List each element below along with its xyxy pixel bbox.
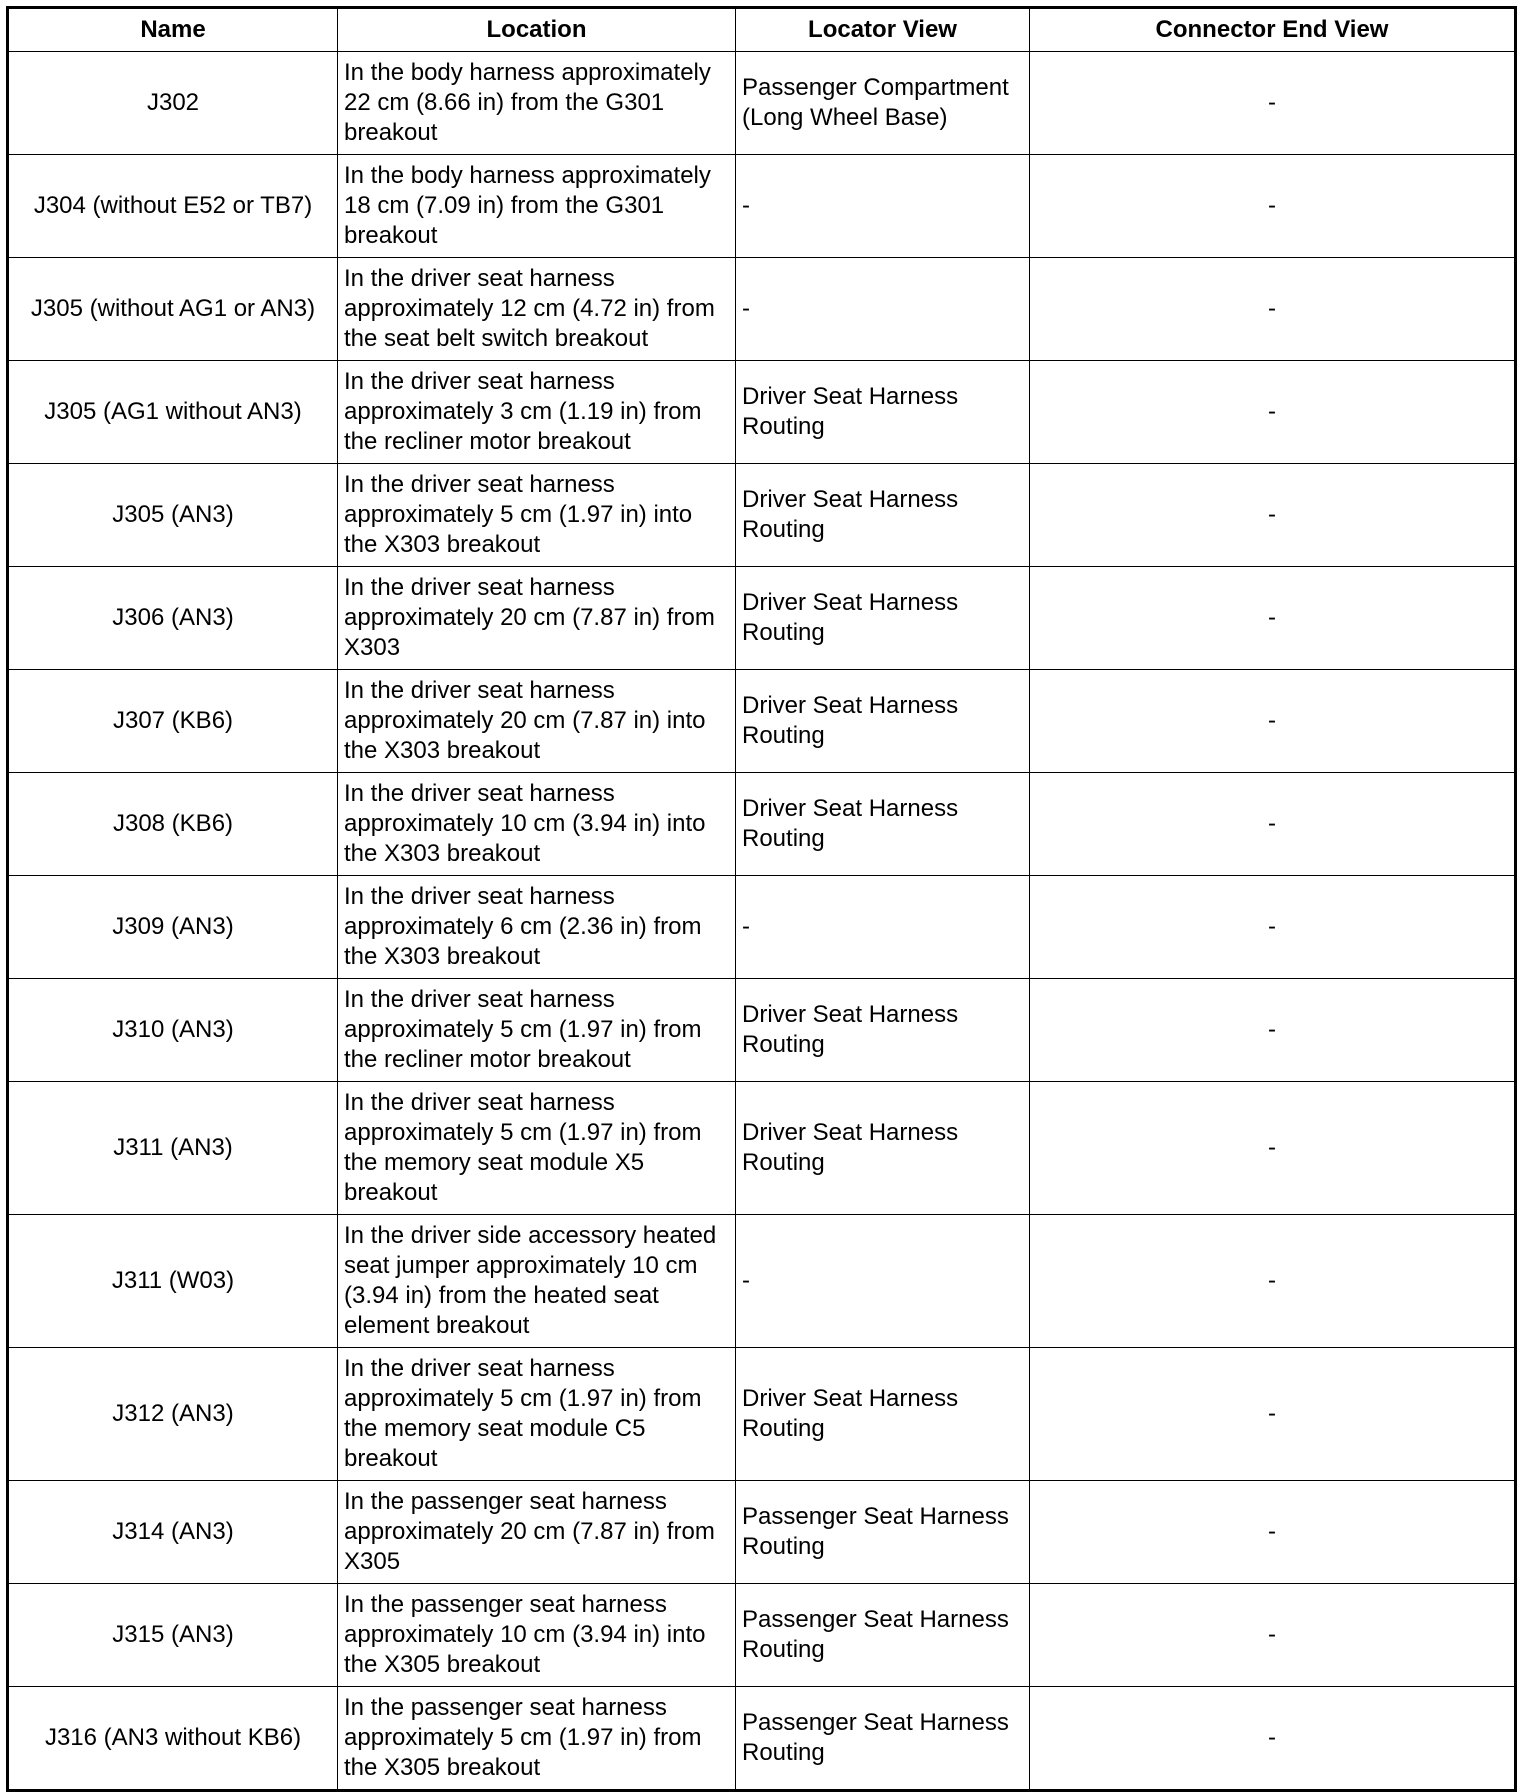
connector-end-view-cell: - (1030, 670, 1516, 773)
table-row (8, 567, 1516, 670)
table-row (8, 979, 1516, 1082)
locator-view-cell: Driver Seat Harness Routing (736, 1348, 1030, 1481)
header-locator-view: Locator View (736, 8, 1030, 52)
connector-end-view-cell: - (1030, 1348, 1516, 1481)
location-cell: In the driver seat harness approximately 5 cm (1.97 in) from the memory seat module C5 breakout (338, 1348, 736, 1481)
name-cell: J311 (AN3) (8, 1082, 338, 1215)
table-row (8, 876, 1516, 979)
connector-end-view-cell: - (1030, 52, 1516, 155)
table-row (8, 1348, 1516, 1481)
table-row (8, 155, 1516, 258)
locator-view-cell: - (736, 155, 1030, 258)
location-cell: In the driver seat harness approximately 5 cm (1.97 in) into the X303 breakout (338, 464, 736, 567)
table-row (8, 1687, 1516, 1791)
connector-end-view-cell: - (1030, 876, 1516, 979)
locator-view-cell: Passenger Seat Harness Routing (736, 1584, 1030, 1687)
location-cell: In the driver seat harness approximately 20 cm (7.87 in) from X303 (338, 567, 736, 670)
name-cell: J305 (AG1 without AN3) (8, 361, 338, 464)
table-row (8, 1584, 1516, 1687)
location-cell: In the driver seat harness approximately 20 cm (7.87 in) into the X303 breakout (338, 670, 736, 773)
table-row (8, 464, 1516, 567)
connector-end-view-cell: - (1030, 979, 1516, 1082)
table-row (8, 52, 1516, 155)
table-row (8, 773, 1516, 876)
name-cell: J302 (8, 52, 338, 155)
header-name: Name (8, 8, 338, 52)
location-cell: In the passenger seat harness approximately 20 cm (7.87 in) from X305 (338, 1481, 736, 1584)
header-location: Location (338, 8, 736, 52)
location-cell: In the driver seat harness approximately 6 cm (2.36 in) from the X303 breakout (338, 876, 736, 979)
location-cell: In the driver side accessory heated seat jumper approximately 10 cm (3.94 in) from the heated seat element breakout (338, 1215, 736, 1348)
name-cell: J307 (KB6) (8, 670, 338, 773)
name-cell: J306 (AN3) (8, 567, 338, 670)
connector-end-view-cell: - (1030, 361, 1516, 464)
connector-end-view-cell: - (1030, 773, 1516, 876)
document-page (6, 6, 1514, 1792)
name-cell: J316 (AN3 without KB6) (8, 1687, 338, 1791)
locator-view-cell: Driver Seat Harness Routing (736, 1082, 1030, 1215)
location-cell: In the passenger seat harness approximately 10 cm (3.94 in) into the X305 breakout (338, 1584, 736, 1687)
locator-view-cell: Driver Seat Harness Routing (736, 979, 1030, 1082)
connector-end-view-cell: - (1030, 1082, 1516, 1215)
location-cell: In the driver seat harness approximately 5 cm (1.97 in) from the recliner motor breakout (338, 979, 736, 1082)
name-cell: J310 (AN3) (8, 979, 338, 1082)
table-row (8, 1215, 1516, 1348)
locator-view-cell: Driver Seat Harness Routing (736, 464, 1030, 567)
name-cell: J309 (AN3) (8, 876, 338, 979)
locator-view-cell: Driver Seat Harness Routing (736, 670, 1030, 773)
location-cell: In the driver seat harness approximately 3 cm (1.19 in) from the recliner motor breakout (338, 361, 736, 464)
locator-view-cell: Passenger Seat Harness Routing (736, 1687, 1030, 1791)
location-cell: In the body harness approximately 18 cm (7.09 in) from the G301 breakout (338, 155, 736, 258)
connector-end-view-cell: - (1030, 1584, 1516, 1687)
connector-end-view-cell: - (1030, 1215, 1516, 1348)
name-cell: J314 (AN3) (8, 1481, 338, 1584)
name-cell: J308 (KB6) (8, 773, 338, 876)
connector-end-view-cell: - (1030, 258, 1516, 361)
connector-end-view-cell: - (1030, 567, 1516, 670)
table-header-row (8, 8, 1516, 52)
connector-end-view-cell: - (1030, 464, 1516, 567)
locator-view-cell: - (736, 1215, 1030, 1348)
connector-end-view-cell: - (1030, 1687, 1516, 1791)
locator-view-cell: Driver Seat Harness Routing (736, 567, 1030, 670)
name-cell: J304 (without E52 or TB7) (8, 155, 338, 258)
location-cell: In the driver seat harness approximately 10 cm (3.94 in) into the X303 breakout (338, 773, 736, 876)
name-cell: J312 (AN3) (8, 1348, 338, 1481)
table-row (8, 258, 1516, 361)
locator-view-cell: Passenger Compartment (Long Wheel Base) (736, 52, 1030, 155)
connector-end-view-cell: - (1030, 1481, 1516, 1584)
table-row (8, 361, 1516, 464)
table-row (8, 1082, 1516, 1215)
name-cell: J315 (AN3) (8, 1584, 338, 1687)
splice-location-table (6, 6, 1517, 1792)
table-row (8, 1481, 1516, 1584)
connector-end-view-cell: - (1030, 155, 1516, 258)
locator-view-cell: Driver Seat Harness Routing (736, 361, 1030, 464)
location-cell: In the driver seat harness approximately 5 cm (1.97 in) from the memory seat module X5 breakout (338, 1082, 736, 1215)
locator-view-cell: - (736, 876, 1030, 979)
header-connector-end-view: Connector End View (1030, 8, 1516, 52)
table-row (8, 670, 1516, 773)
locator-view-cell: Passenger Seat Harness Routing (736, 1481, 1030, 1584)
name-cell: J305 (without AG1 or AN3) (8, 258, 338, 361)
location-cell: In the passenger seat harness approximately 5 cm (1.97 in) from the X305 breakout (338, 1687, 736, 1791)
location-cell: In the body harness approximately 22 cm (8.66 in) from the G301 breakout (338, 52, 736, 155)
name-cell: J305 (AN3) (8, 464, 338, 567)
locator-view-cell: Driver Seat Harness Routing (736, 773, 1030, 876)
locator-view-cell: - (736, 258, 1030, 361)
location-cell: In the driver seat harness approximately 12 cm (4.72 in) from the seat belt switch breakout (338, 258, 736, 361)
name-cell: J311 (W03) (8, 1215, 338, 1348)
